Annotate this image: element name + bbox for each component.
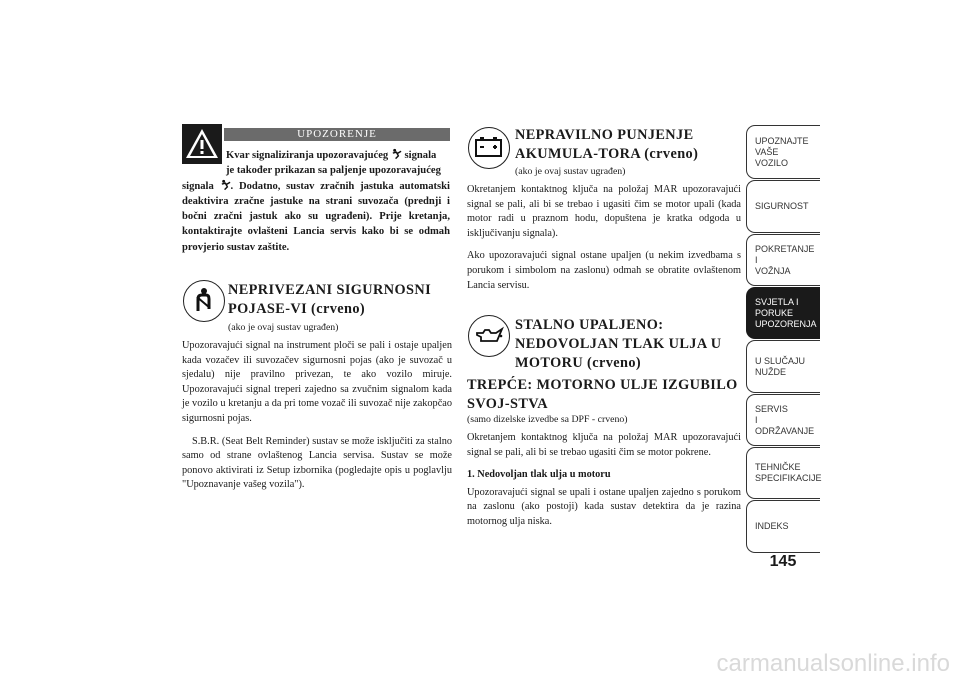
seatbelt-paragraph-2: S.B.R. (Seat Belt Reminder) sustav se može isključiti za stalno samo od strane ovlaštenog Lancia servisa. Sustav se može ponovo aktivirati iz Setup izbornika (pogledajte opis u poglavlju "Upoznavanje vašeg vozila"). — [182, 435, 452, 491]
oil-subtitle: TREPĆE: MOTORNO ULJE IZGUBILO SVOJ-STVA — [467, 377, 738, 412]
tab-u-slucaju-nuzde[interactable] — [746, 340, 820, 393]
oil-paragraph-1: Okretanjem kontaktnog ključa na položaj MAR upozoravajući signal se pali, ali bi se trebao ugasiti čim se motor pokrene. — [467, 432, 741, 458]
seatbelt-body — [182, 339, 452, 501]
tab-label: INDEKS — [755, 521, 789, 531]
oil-heading-1: 1. Nedovoljan tlak ulja u motoru — [467, 469, 611, 481]
tab-upoznajte-vase-vozilo[interactable] — [746, 125, 820, 179]
warning-line3b: . Dodatno, sustav zračnih jastuka automatski deaktivira zračne jastuke na strani suvozača (prednji i bočni zračni jastuk ako su ugrađeni). Prije kretanja, kontaktirajte ovlašteni Lancia servis kako bi se odmah provjerio sustav zaštite. — [182, 180, 450, 253]
tab-label: SIGURNOST — [755, 201, 809, 211]
warning-line3a: signala — [182, 180, 214, 192]
seatbelt-note: (ako je ovaj sustav ugrađen) — [228, 322, 339, 333]
tab-svjetla-i-poruke-upozorenja[interactable] — [746, 287, 820, 339]
airbag-icon — [220, 179, 231, 191]
oil-title: STALNO UPALJENO: NEDOVOLJAN TLAK ULJA U MOTORU (crveno) — [515, 317, 722, 371]
battery-indicator — [468, 127, 510, 169]
battery-note: (ako je ovaj sustav ugrađen) — [515, 166, 626, 177]
battery-paragraph-2: Ako upozoravajući signal ostane upaljen (u nekim izvedbama s porukom i simbolom na zaslonu) odmah se obratite ovlaštenom Lancia servisu. — [467, 250, 741, 291]
tab-label: POKRETANJE I VOŽNJA — [755, 243, 815, 276]
battery-icon — [469, 128, 507, 166]
tab-servis-i-odrzavanje[interactable] — [746, 394, 820, 446]
oil-can-icon — [469, 316, 507, 354]
tab-label: TEHNIČKE SPECIFIKACIJE — [755, 462, 822, 483]
warning-line1a: Kvar signaliziranja upozoravajućeg — [226, 150, 389, 161]
tab-tehnicke-specifikacije[interactable] — [746, 447, 820, 499]
oil-note: (samo dizelske izvedbe sa DPF - crveno) — [467, 414, 628, 425]
battery-body — [467, 183, 741, 301]
tab-pokretanje-i-voznja[interactable] — [746, 234, 820, 286]
tab-label: SVJETLA I PORUKE UPOZORENJA — [755, 296, 817, 329]
warning-line1b: signala — [404, 150, 437, 161]
seatbelt-title: NEPRIVEZANI SIGURNOSNI POJASE-VI (crveno) — [228, 282, 432, 317]
battery-title: NEPRAVILNO PUNJENJE AKUMULA-TORA (crveno) — [515, 127, 699, 162]
oil-pressure-indicator — [468, 315, 510, 357]
tab-label: U SLUČAJU NUŽDE — [755, 355, 806, 377]
warning-line2: je također prikazan sa paljenje upozoravajućeg — [226, 165, 441, 177]
page-number: 145 — [769, 553, 797, 570]
battery-paragraph-1: Okretanjem kontaktnog ključa na položaj MAR upozoravajući signal se pali, ali bi se trebao i ugasiti čim se motor upali (kada motor radi u praznom hodu, dopuštena je kratka odgoda u isključivanju signala). — [467, 184, 741, 239]
tab-label: SERVIS I ODRŽAVANJE — [755, 403, 815, 436]
tab-indeks[interactable] — [746, 500, 820, 553]
warning-box — [182, 124, 452, 256]
warning-text — [182, 148, 450, 255]
seatbelt-paragraph-1: Upozoravajući signal na instrument ploči se pali i ostaje upaljen kada vozačev ili suvozačev sigurnosni pojas (ako je suvozač u sjedalu) nije pravilno privezan, te ako vozilo miruje. Upozoravajući signal treperi zajedno sa zvučnim signalom kada je vozilo u kretanju a da pri tome vozač ili suvozač nije zakopčao sigurnosni pojas. — [182, 340, 452, 424]
oil-body — [467, 431, 741, 538]
seatbelt-icon — [184, 281, 222, 319]
seatbelt-indicator — [183, 280, 225, 322]
airbag-icon — [391, 148, 402, 160]
tab-sigurnost[interactable] — [746, 180, 820, 233]
watermark: carmanualsonline.info — [716, 650, 950, 677]
tab-label: UPOZNAJTE VAŠE VOZILO — [755, 135, 809, 168]
oil-paragraph-2: Upozoravajući signal se upali i ostane upaljen zajedno s porukom na zaslonu (ako postoji) kada sustav detektira da je razina motornog ulja niska. — [467, 486, 741, 527]
warning-title: UPOZORENJE — [224, 128, 450, 141]
